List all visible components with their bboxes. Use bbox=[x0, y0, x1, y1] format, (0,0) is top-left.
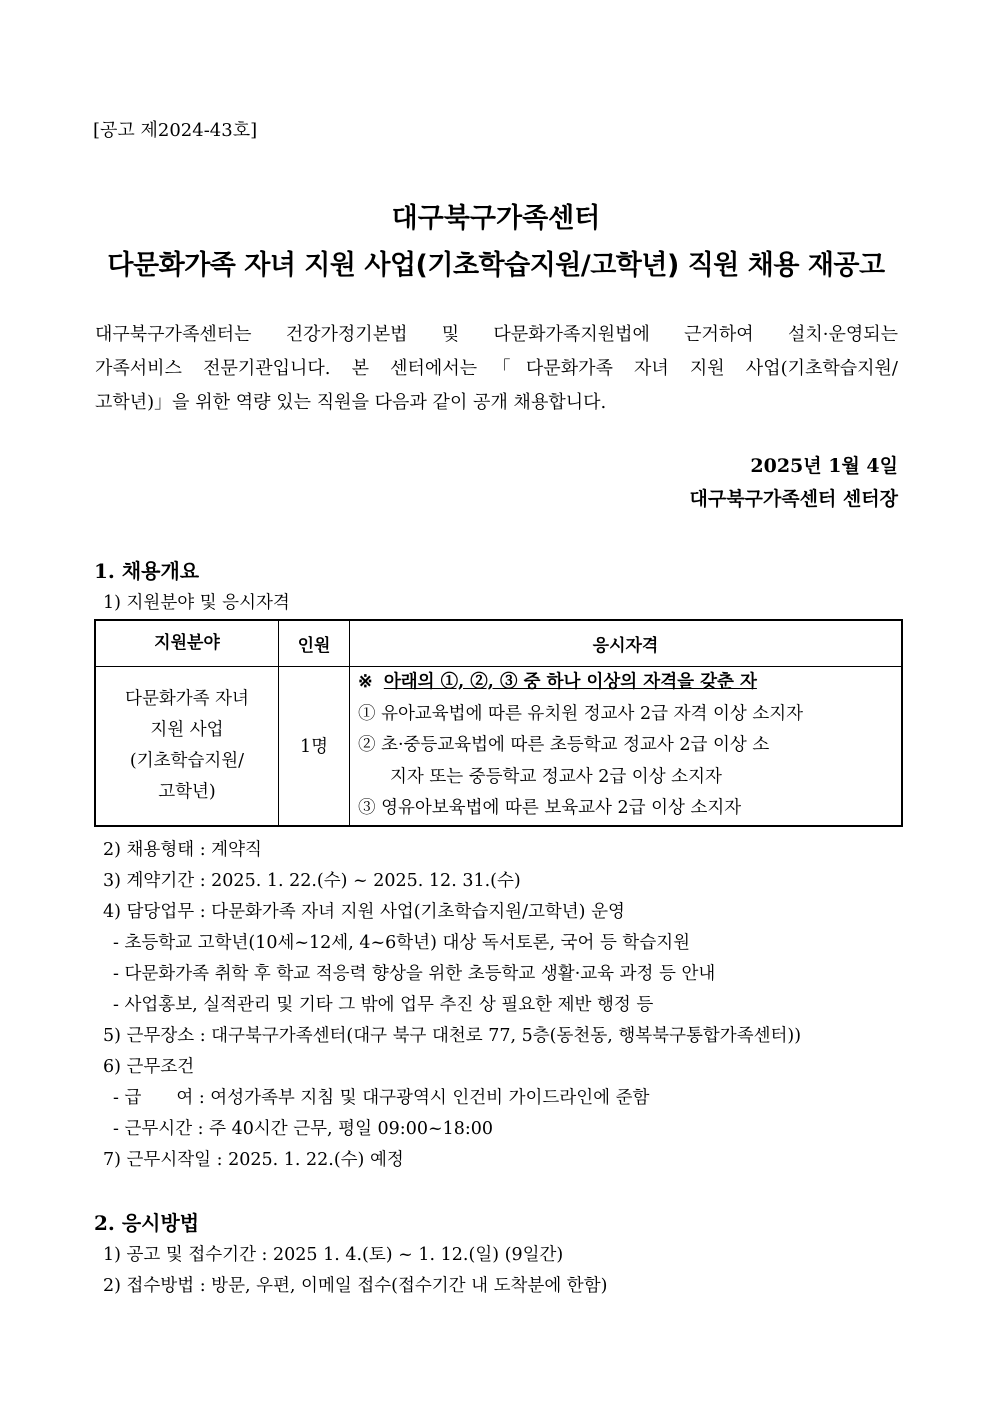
list-item: 2) 접수방법 : 방문, 우편, 이메일 접수(접수기간 내 도착분에 한함) bbox=[103, 1276, 608, 1296]
list-item: - 초등학교 고학년(10세~12세, 4~6학년) 대상 독서토론, 국어 등 학습지원 bbox=[113, 933, 691, 953]
qualification-item-cont: 지자 또는 중등학교 정교사 2급 이상 소지자 bbox=[390, 766, 722, 787]
signer: 대구북구가족센터 센터장 bbox=[689, 488, 898, 510]
list-item: 5) 근무장소 : 대구북구가족센터(대구 북구 대천로 77, 5층(동천동, 행복북구통합가족센터)) bbox=[103, 1026, 802, 1046]
qualification-note bbox=[358, 667, 901, 699]
list-item: 4) 담당업무 : 다문화가족 자녀 지원 사업(기초학습지원/고학년) 운영 bbox=[103, 902, 625, 922]
list-item: 1) 공고 및 접수기간 : 2025 1. 4.(토) ~ 1. 12.(일) (9일간) bbox=[103, 1245, 564, 1265]
page-title: 대구북구가족센터 bbox=[391, 203, 601, 234]
section1-sub1: 1) 지원분야 및 응시자격 bbox=[103, 593, 290, 613]
list-item: 3) 계약기간 : 2025. 1. 22.(수) ~ 2025. 12. 31.(수) bbox=[103, 871, 521, 891]
field-line: 지원 사업 bbox=[150, 719, 224, 740]
list-item: - 급 여 : 여성가족부 지침 및 대구광역시 인건비 가이드라인에 준함 bbox=[113, 1088, 650, 1108]
qualification-item: ② 초·중등교육법에 따른 초등학교 정교사 2급 이상 소 bbox=[358, 735, 770, 755]
list-item: - 근무시간 : 주 40시간 근무, 평일 09:00~18:00 bbox=[113, 1119, 494, 1139]
qualification-table bbox=[94, 619, 903, 827]
intro-line: 대구북구가족센터는 건강가정기본법 및 다문화가족지원법에 근거하여 설치·운영되는 bbox=[95, 324, 898, 345]
table-header-row bbox=[95, 620, 902, 667]
field-line: (기초학습지원/ bbox=[129, 750, 245, 771]
list-item: 6) 근무조건 bbox=[103, 1057, 195, 1077]
count-cell: 1명 bbox=[279, 667, 350, 826]
qualification-item: ③ 영유아보육법에 따른 보육교사 2급 이상 소지자 bbox=[358, 798, 742, 818]
header-qualification: 응시자격 bbox=[350, 620, 903, 667]
header-field: 지원분야 bbox=[95, 620, 279, 667]
list-item: 2) 채용형태 : 계약직 bbox=[103, 840, 262, 860]
header-count: 인원 bbox=[279, 620, 350, 667]
qualification-cell bbox=[350, 667, 903, 826]
qualification-item: ① 유아교육법에 따른 유치원 정교사 2급 자격 이상 소지자 bbox=[358, 703, 804, 724]
field-line: 고학년) bbox=[158, 781, 216, 802]
intro-paragraph bbox=[95, 318, 898, 420]
page-subtitle: 다문화가족 자녀 지원 사업(기초학습지원/고학년) 직원 채용 재공고 bbox=[107, 250, 885, 281]
section1-title: 1. 채용개요 bbox=[94, 559, 200, 583]
field-cell bbox=[95, 667, 279, 826]
section2-title: 2. 응시방법 bbox=[94, 1211, 200, 1235]
table-row bbox=[95, 667, 902, 826]
field-line: 다문화가족 자녀 bbox=[125, 688, 249, 709]
announcement-date: 2025년 1월 4일 bbox=[750, 455, 898, 477]
list-item: 7) 근무시작일 : 2025. 1. 22.(수) 예정 bbox=[103, 1150, 404, 1170]
qualification-note-text: 아래의 ①, ②, ③ 중 하나 이상의 자격을 갖춘 자 bbox=[383, 672, 757, 692]
notice-number: [공고 제2024-43호] bbox=[93, 120, 258, 141]
reference-mark-icon: ※ bbox=[358, 672, 373, 692]
list-item: - 다문화가족 취학 후 학교 적응력 향상을 위한 초등학교 생활·교육 과정 등 안내 bbox=[113, 964, 716, 984]
list-item: - 사업홍보, 실적관리 및 기타 그 밖에 업무 추진 상 필요한 제반 행정 등 bbox=[113, 995, 654, 1015]
intro-line: 가족서비스 전문기관입니다. 본 센터에서는「다문화가족 자녀 지원 사업(기초학습지원/ bbox=[95, 358, 898, 379]
intro-line: 고학년)」을 위한 역량 있는 직원을 다음과 같이 공개 채용합니다. bbox=[95, 392, 607, 413]
